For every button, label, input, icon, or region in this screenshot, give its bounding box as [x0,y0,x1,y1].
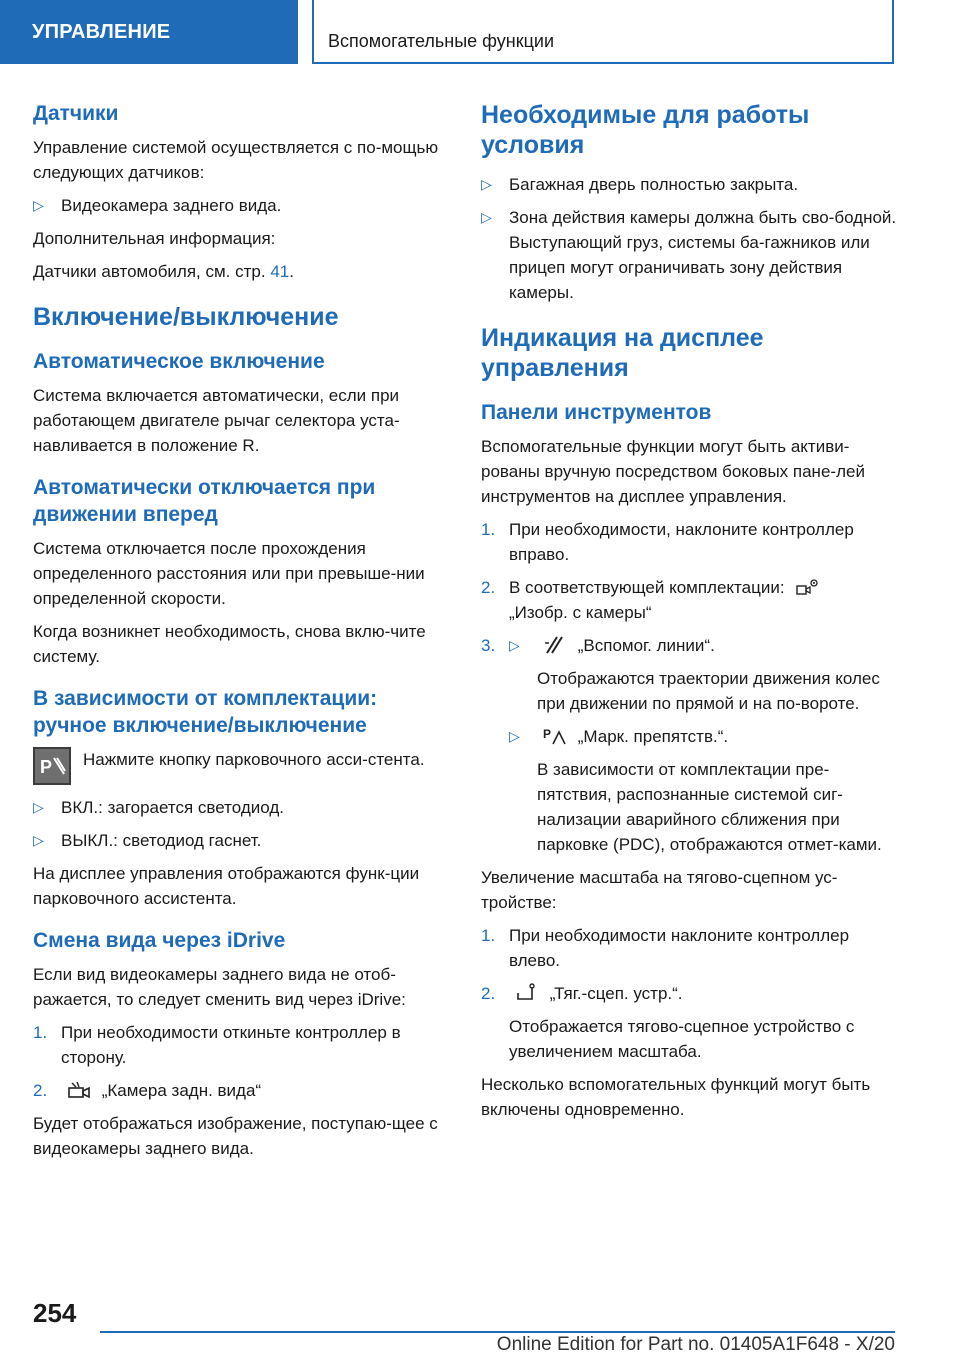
idrive-result: Будет отображаться изображение, поступаю-щее с видеокамеры заднего вида. [33,1114,438,1158]
tow-hitch-icon [515,983,539,1003]
led-list [33,795,445,853]
park-assist-button-icon [33,747,71,785]
section-tab: УПРАВЛЕНИЕ [0,0,298,64]
idrive-heading: Смена вида через iDrive [33,929,286,952]
auto-on-heading: Автоматическое включение [33,350,325,373]
triangle-bullet-icon: ▷ [481,176,492,192]
rear-camera-icon [67,1080,91,1100]
idrive-text: Если вид видеокамеры заднего вида не отоб-ражается, то следует сменить вид через iDrive: [33,965,406,1009]
svg-text:P: P [40,757,53,777]
conditions-heading: Необходимые для работы условия [481,101,810,159]
manual-heading: В зависимости от комплектации: ручное включение/выключение [33,687,378,737]
svg-text:P: P [543,727,552,741]
auto-off-text-1: Система отключается после прохождения определенного расстояния или при превыше-нии определенной скорости. [33,539,425,608]
sensors-reference: Датчики автомобиля, см. стр. 41. [33,262,294,281]
onoff-heading: Включение/выключение [33,303,339,331]
auto-off-heading: Автоматически отключается при движении вперед [33,476,376,526]
triangle-bullet-icon: ▷ [33,799,44,815]
list-item: 2. В соответствующей комплектации: „Изобр. с камеры“ [481,575,901,625]
conditions-list [481,172,901,305]
page-number: 254 [33,1298,77,1328]
page-header [0,0,960,66]
idrive-steps [33,1020,445,1103]
footer-edition: Online Edition for Part no. 01405A1F648 - X/20 [496,1334,895,1355]
zoom-text: Увеличение масштаба на тягово-сцепном ус-тройстве: [481,868,838,912]
panels-steps [481,517,901,658]
list-item: ▷ P „Марк. препятств.“. [509,724,901,749]
park-assist-row [33,747,445,785]
triangle-bullet-icon: ▷ [33,832,44,848]
list-item: ▷ Багажная дверь полностью закрыта. [481,172,901,197]
sensors-text: Управление системой осуществляется с по-мощью следующих датчиков: [33,138,439,182]
camera-settings-icon [795,577,819,597]
obstacle-desc: В зависимости от комплектации пре-пятствия, распознанные системой сиг-нализации аварийного сближения при парковке (PDC), отображаются отмет-ками. [537,760,882,854]
list-item: ▷ ВКЛ.: загорается светодиод. [33,795,445,820]
zoom-steps [481,923,901,1006]
left-column [33,100,445,1169]
park-assist-text: Нажмите кнопку парковочного асси-стента. [83,750,425,769]
list-item: 1. При необходимости откиньте контроллер в сторону. [33,1023,401,1067]
auto-off-text-2: Когда возникнет необходимость, снова вклю-чите систему. [33,622,426,666]
final-text: Несколько вспомогательных функций могут быть включены одновременно. [481,1075,871,1119]
manual-text: На дисплее управления отображаются функ-ции парковочного ассистента. [33,864,420,908]
sensors-list [33,193,445,218]
zoom-desc: Отображается тягово-сцепное устройство с увеличением масштаба. [509,1017,855,1061]
right-column [481,100,901,1130]
list-item: ▷ Зона действия камеры должна быть сво-бодной. Выступающий груз, системы ба-гажников или прицеп могут ограничивать зону действия камеры. [481,205,901,305]
list-item: 2. „Тяг.-сцеп. устр.“. [481,984,683,1003]
page-link[interactable]: 41 [270,262,290,281]
list-item: ▷ Видеокамера заднего вида. [33,193,445,218]
obstacle-marking-icon [543,726,567,746]
panels-heading: Панели инструментов [481,401,712,424]
list-item: ▷ ВЫКЛ.: светодиод гаснет. [33,828,445,853]
triangle-bullet-icon: ▷ [509,728,520,744]
guide-lines-desc: Отображаются траектории движения колес при движении по прямой и на по-вороте. [537,669,880,713]
list-item: 3. ▷ „Вспомог. линии“. [481,633,901,658]
obstacle-item [509,724,901,749]
chapter-title: Вспомогательные функции [312,0,894,64]
panels-text: Вспомогательные функции могут быть активи-рованы вручную посредством боковых пане-лей инструментов на дисплее управления. [481,437,865,506]
triangle-bullet-icon: ▷ [33,197,44,213]
list-item: 2. „Камера задн. вида“ [33,1081,262,1100]
list-item: 1. При необходимости наклоните контроллер влево. [481,926,850,970]
display-heading: Индикация на дисплее управления [481,324,764,382]
triangle-bullet-icon: ▷ [481,209,492,225]
more-info-label: Дополнительная информация: [33,229,276,248]
triangle-bullet-icon: ▷ [509,637,520,653]
list-item: 1. При необходимости, наклоните контроллер вправо. [481,520,854,564]
auto-on-text: Система включается автоматически, если при работающем двигателе рычаг селектора уста-навливается в положение R. [33,386,400,455]
sensors-heading: Датчики [33,102,119,125]
guide-lines-icon [543,635,567,655]
